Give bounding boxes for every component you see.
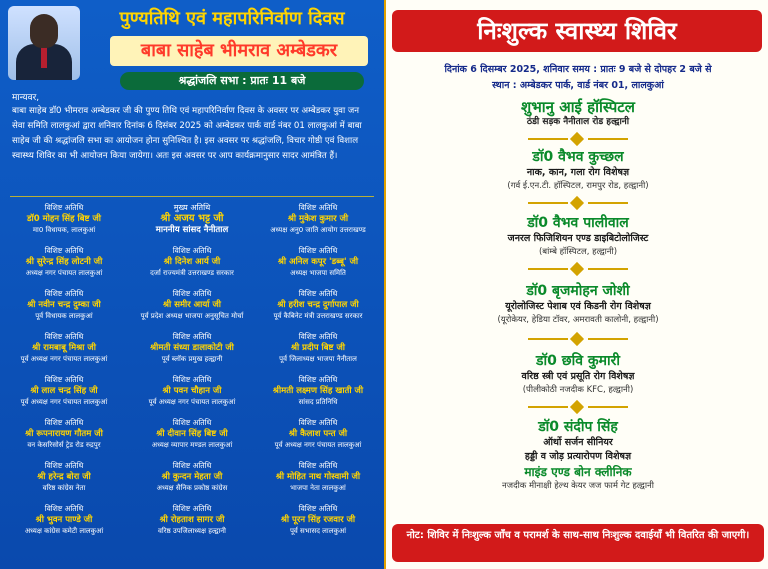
- doctor-affiliation: (बांम्बे हॉस्पिटल, हल्द्वानी): [538, 247, 618, 257]
- guest-item: विशिष्ट अतिथि श्री कुन्दन मेहता जी अध्यक्ष सैनिक प्रकोष्ठ कांग्रेस: [156, 461, 228, 492]
- guest-item: विशिष्ट अतिथि श्री कैलाश पन्त जी पूर्व अध्यक्ष नगर पंचायत लालकुआं: [274, 418, 362, 449]
- invitation-text: बाबा साहेब डॉ0 भीमराव अम्बेडकर जी की पुण्य तिथि एवं महापरिनिर्वाण दिवस के अवसर पर अम्बेडकर युवा जन सेवा समिति लालकुआं द्वारा शनिवार दिनांक 6 दिसंबर 2025 को अम्बेडकर पार्क वार्ड नंबर 01 लालकुआं में बाबा साहेब जी की श्रद्धांजलि सभा का आयोजन होना सुनिश्चित है। इस अवसर पर श्रद्धांजलि, विचार गोष्ठी एवं विशाल स्वास्थ्य शिविर का भी आयोजन किया जायेगा। अतः इस अवसर पर आप कार्यक्रमानुसार सादर आमंत्रित हैं।: [12, 106, 362, 161]
- guest-item: विशिष्ट अतिथि श्री पूरन सिंह रजवार जी पूर्व सभासद लालकुआं: [280, 504, 356, 535]
- guest-column-1: [4, 202, 124, 546]
- guest-item: विशिष्ट अतिथि श्री दिनेश आर्य जी दर्जा राज्यमंत्री उत्तराखण्ड सरकार: [150, 246, 234, 277]
- hospital-block: [394, 98, 762, 129]
- clinic-name: माइंड एण्ड बोन क्लीनिक: [524, 465, 632, 479]
- guest-item: विशिष्ट अतिथि श्री नवीन चन्द्र दुम्का जी पूर्व विधायक लालकुआं: [27, 289, 101, 320]
- hospital-name: शुभानु आई हॉस्पिटल: [521, 98, 635, 116]
- doctor-block: [394, 282, 762, 326]
- doctor-name: डॉ0 वैभव कुच्छल: [532, 149, 624, 165]
- guest-item: विशिष्ट अतिथि श्री हरेन्द्र बोरा जी वरिष्ठ कांग्रेस नेता: [37, 461, 91, 492]
- camp-date: दिनांक 6 दिसम्बर 2025, शनिवार समय : प्रातः 9 बजे से दोपहर 2 बजे से: [444, 64, 712, 75]
- sabha-time-badge: श्रद्धांजलि सभा : प्रातः 11 बजे: [120, 72, 364, 90]
- health-camp-panel: [384, 0, 768, 569]
- guest-item: विशिष्ट अतिथि श्री मोहित नाथ गोस्वामी जी भाजपा नेता लालकुआं: [275, 461, 361, 492]
- footer-note: नोट: शिविर में निःशुल्क जाँच व परामर्श के साथ-साथ निःशुल्क दवाईयाँ भी वितरित की जाएगी।: [392, 524, 764, 562]
- honoree-name: बाबा साहेब भीमराव अम्बेडकर: [110, 36, 368, 66]
- guest-item: विशिष्ट अतिथि श्री रूपनारायण गौतम जी वन केसरिसोर्स ट्रेड रोड रुद्रपुर: [25, 418, 103, 449]
- doctor-affiliation: (यूरोकेयर, हेडिया टॉवर, अमरावती कालोनी, हल्द्वानी): [497, 315, 659, 325]
- divider: [10, 196, 374, 197]
- doctor-block: [394, 148, 762, 192]
- doctor-specialty: जनरल फिजिशियन एण्ड डाइबिटोलोजिस्ट: [507, 233, 649, 244]
- guest-item: विशिष्ट अतिथि श्रीमती लक्ष्मण सिंह खाती जी सांसद प्रतिनिधि: [272, 375, 364, 406]
- salutation: मान्यवर,: [12, 93, 40, 103]
- ornament-divider: [528, 402, 628, 412]
- guest-item: विशिष्ट अतिथि श्री हरीश चन्द्र दुर्गापाल जी पूर्व कैबिनेट मंत्री उत्तराखण्ड सरकार: [273, 289, 363, 320]
- doctor-specialty: ऑर्थो सर्जन सीनियर: [543, 437, 613, 448]
- event-title: पुण्यतिथि एवं महापरिनिर्वाण दिवस: [119, 8, 345, 29]
- guest-item: विशिष्ट अतिथि श्री पवन चौहान जी पूर्व अध्यक्ष नगर पंचायत लालकुआं: [148, 375, 236, 406]
- ornament-divider: [528, 198, 628, 208]
- doctor-name: डॉ0 संदीप सिंह: [538, 419, 618, 435]
- doctor-block: [394, 418, 762, 492]
- ambedkar-portrait: [8, 6, 80, 80]
- ornament-divider: [528, 334, 628, 344]
- doctor-block: [394, 352, 762, 396]
- guest-item: विशिष्ट अतिथि श्री रामबाबू मिश्रा जी पूर्व अध्यक्ष नगर पंचायत लालकुआं: [20, 332, 108, 363]
- doctor-name: डॉ0 वैभव पालीवाल: [527, 215, 629, 231]
- guest-item: विशिष्ट अतिथि श्री लाल चन्द्र सिंह जी पूर्व अध्यक्ष नगर पंचायत लालकुआं: [20, 375, 108, 406]
- doctor-specialty: नाक, कान, गला रोग विशेषज्ञ: [526, 167, 630, 178]
- chief-guest: मुख्य अतिथि श्री अजय भट्ट जी माननीय सांसद नैनीताल: [155, 203, 229, 235]
- guest-item: विशिष्ट अतिथि श्री अनिल कपूर 'डब्बू' जी अध्यक्ष भाजपा समिति: [277, 246, 359, 277]
- ornament-divider: [528, 264, 628, 274]
- doctor-affiliation: (गर्व ई.एन.टी. हॉस्पिटल, रामपुर रोड, हल्द्वानी): [507, 181, 649, 191]
- camp-title: निःशुल्क स्वास्थ्य शिविर: [392, 10, 762, 52]
- guest-item: विशिष्ट अतिथि श्री भुवन पाण्डे जी अध्यक्ष कांग्रेस कमेटी लालकुआं: [24, 504, 104, 535]
- guest-item: विशिष्ट अतिथि श्री मुकेश कुमार जी अध्यक्ष अनु0 जाति आयोग उत्तराखण्ड: [270, 203, 366, 234]
- guest-item: विशिष्ट अतिथि श्रीमती संध्या डालाकोटी जी पूर्व ब्लॉक प्रमुख हल्द्वानी: [150, 332, 234, 363]
- guest-item: विशिष्ट अतिथि श्री दीवान सिंह बिष्ट जी अध्यक्ष व्यापार मण्डल लालकुआं: [151, 418, 233, 449]
- doctor-affiliation: नजदीक मीनाक्षी हेल्थ केयर जज फार्म गेट हल्द्वानी: [502, 481, 654, 491]
- doctor-specialty-2: हड्डी व जोड़ प्रत्यारोपण विशेषज्ञ: [524, 451, 632, 462]
- doctor-specialty: वरिष्ठ स्त्री एवं प्रसूति रोग विशेषज्ञ: [521, 371, 635, 382]
- doctor-affiliation: (पीलीकोठी नजदीक KFC, हल्द्वानी): [522, 385, 634, 395]
- guest-item: विशिष्ट अतिथि श्री सुरेन्द्र सिंह लोटनी जी अध्यक्ष नगर पंचायत लालकुआं: [25, 246, 103, 277]
- hospital-address: ठंडी सड़क नैनीताल रोड हल्द्वानी: [526, 117, 630, 127]
- guest-column-3: [258, 202, 378, 546]
- doctor-name: डॉ0 छवि कुमारी: [536, 353, 620, 369]
- guest-item: विशिष्ट अतिथि श्री प्रदीप बिष्ट जी पूर्व जिलाध्यक्ष भाजपा नैनीताल: [279, 332, 357, 363]
- doctor-specialty: यूरोलोजिस्ट पेशाब एवं किडनी रोग विशेषज्ञ: [505, 301, 651, 312]
- guest-item: विशिष्ट अतिथि श्री समीर आर्या जी पूर्व प्रदेश अध्यक्ष भाजपा अनुसूचित मोर्चा: [140, 289, 244, 320]
- doctor-name: डॉ0 बृजमोहन जोशी: [526, 283, 630, 299]
- guest-item: विशिष्ट अतिथि डॉ0 मोहन सिंह बिष्ट जी मा0 विधायक, लालकुआं: [26, 203, 101, 234]
- guest-item: विशिष्ट अतिथि श्री रोहताश सागर जी वरिष्ठ उपजिलाध्यक्ष हल्द्वानी: [158, 504, 226, 535]
- doctor-block: [394, 214, 762, 258]
- camp-venue: स्थान : अम्बेडकर पार्क, वार्ड नंबर 01, लालकुआं: [492, 80, 664, 91]
- ornament-divider: [528, 134, 628, 144]
- guest-column-2: [132, 202, 252, 546]
